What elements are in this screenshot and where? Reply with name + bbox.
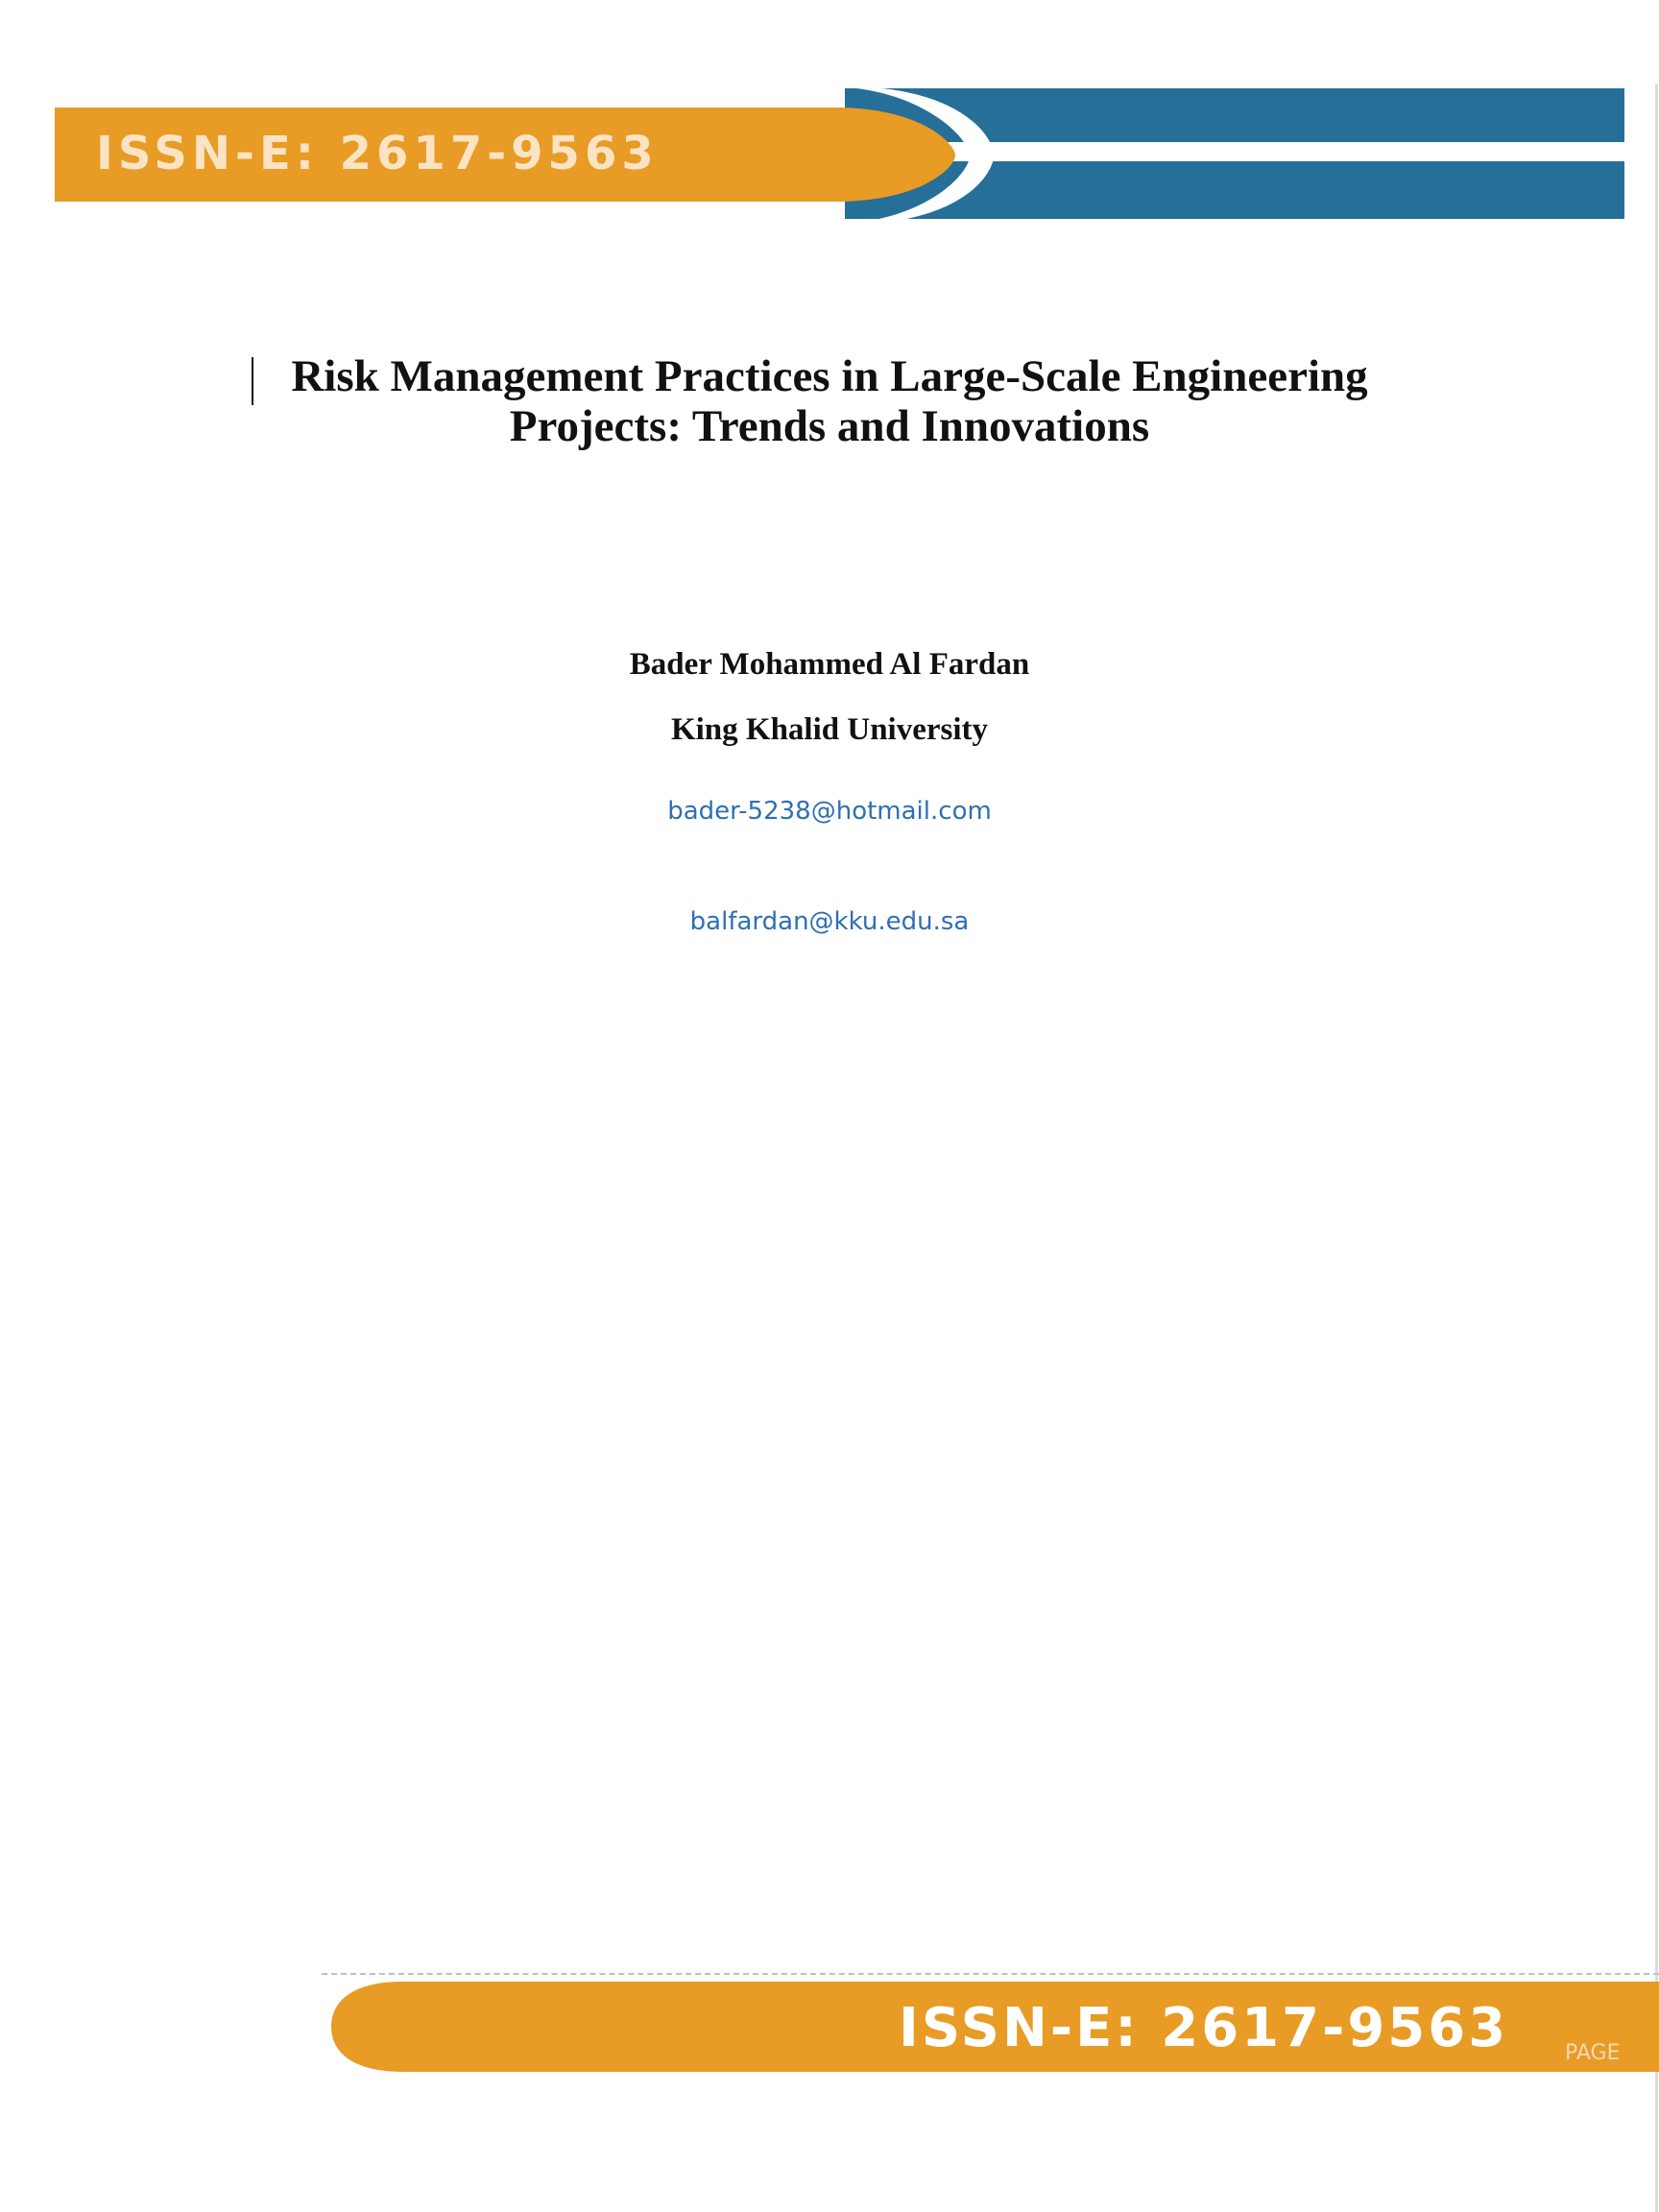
header-issn: ISSN-E: 2617-9563 xyxy=(96,127,659,180)
page-number: PAGE xyxy=(1565,2041,1621,2065)
paper-title xyxy=(0,351,1659,451)
paper-title-block xyxy=(0,351,1659,451)
footer-issn: ISSN-E: 2617-9563 xyxy=(899,1997,1509,2059)
author-affiliation: King Khalid University xyxy=(670,712,989,747)
author-email-secondary[interactable]: balfardan@kku.edu.sa xyxy=(689,907,970,936)
paper-title-line-1: Risk Management Practices in Large-Scale Engineering xyxy=(291,351,1368,401)
paper-title-line-2: Projects: Trends and Innovations xyxy=(509,401,1150,451)
author-email-primary[interactable]: bader-5238@hotmail.com xyxy=(667,797,992,826)
footer-divider xyxy=(322,1973,1659,1975)
author-name: Bader Mohammed Al Fardan xyxy=(629,647,1030,682)
